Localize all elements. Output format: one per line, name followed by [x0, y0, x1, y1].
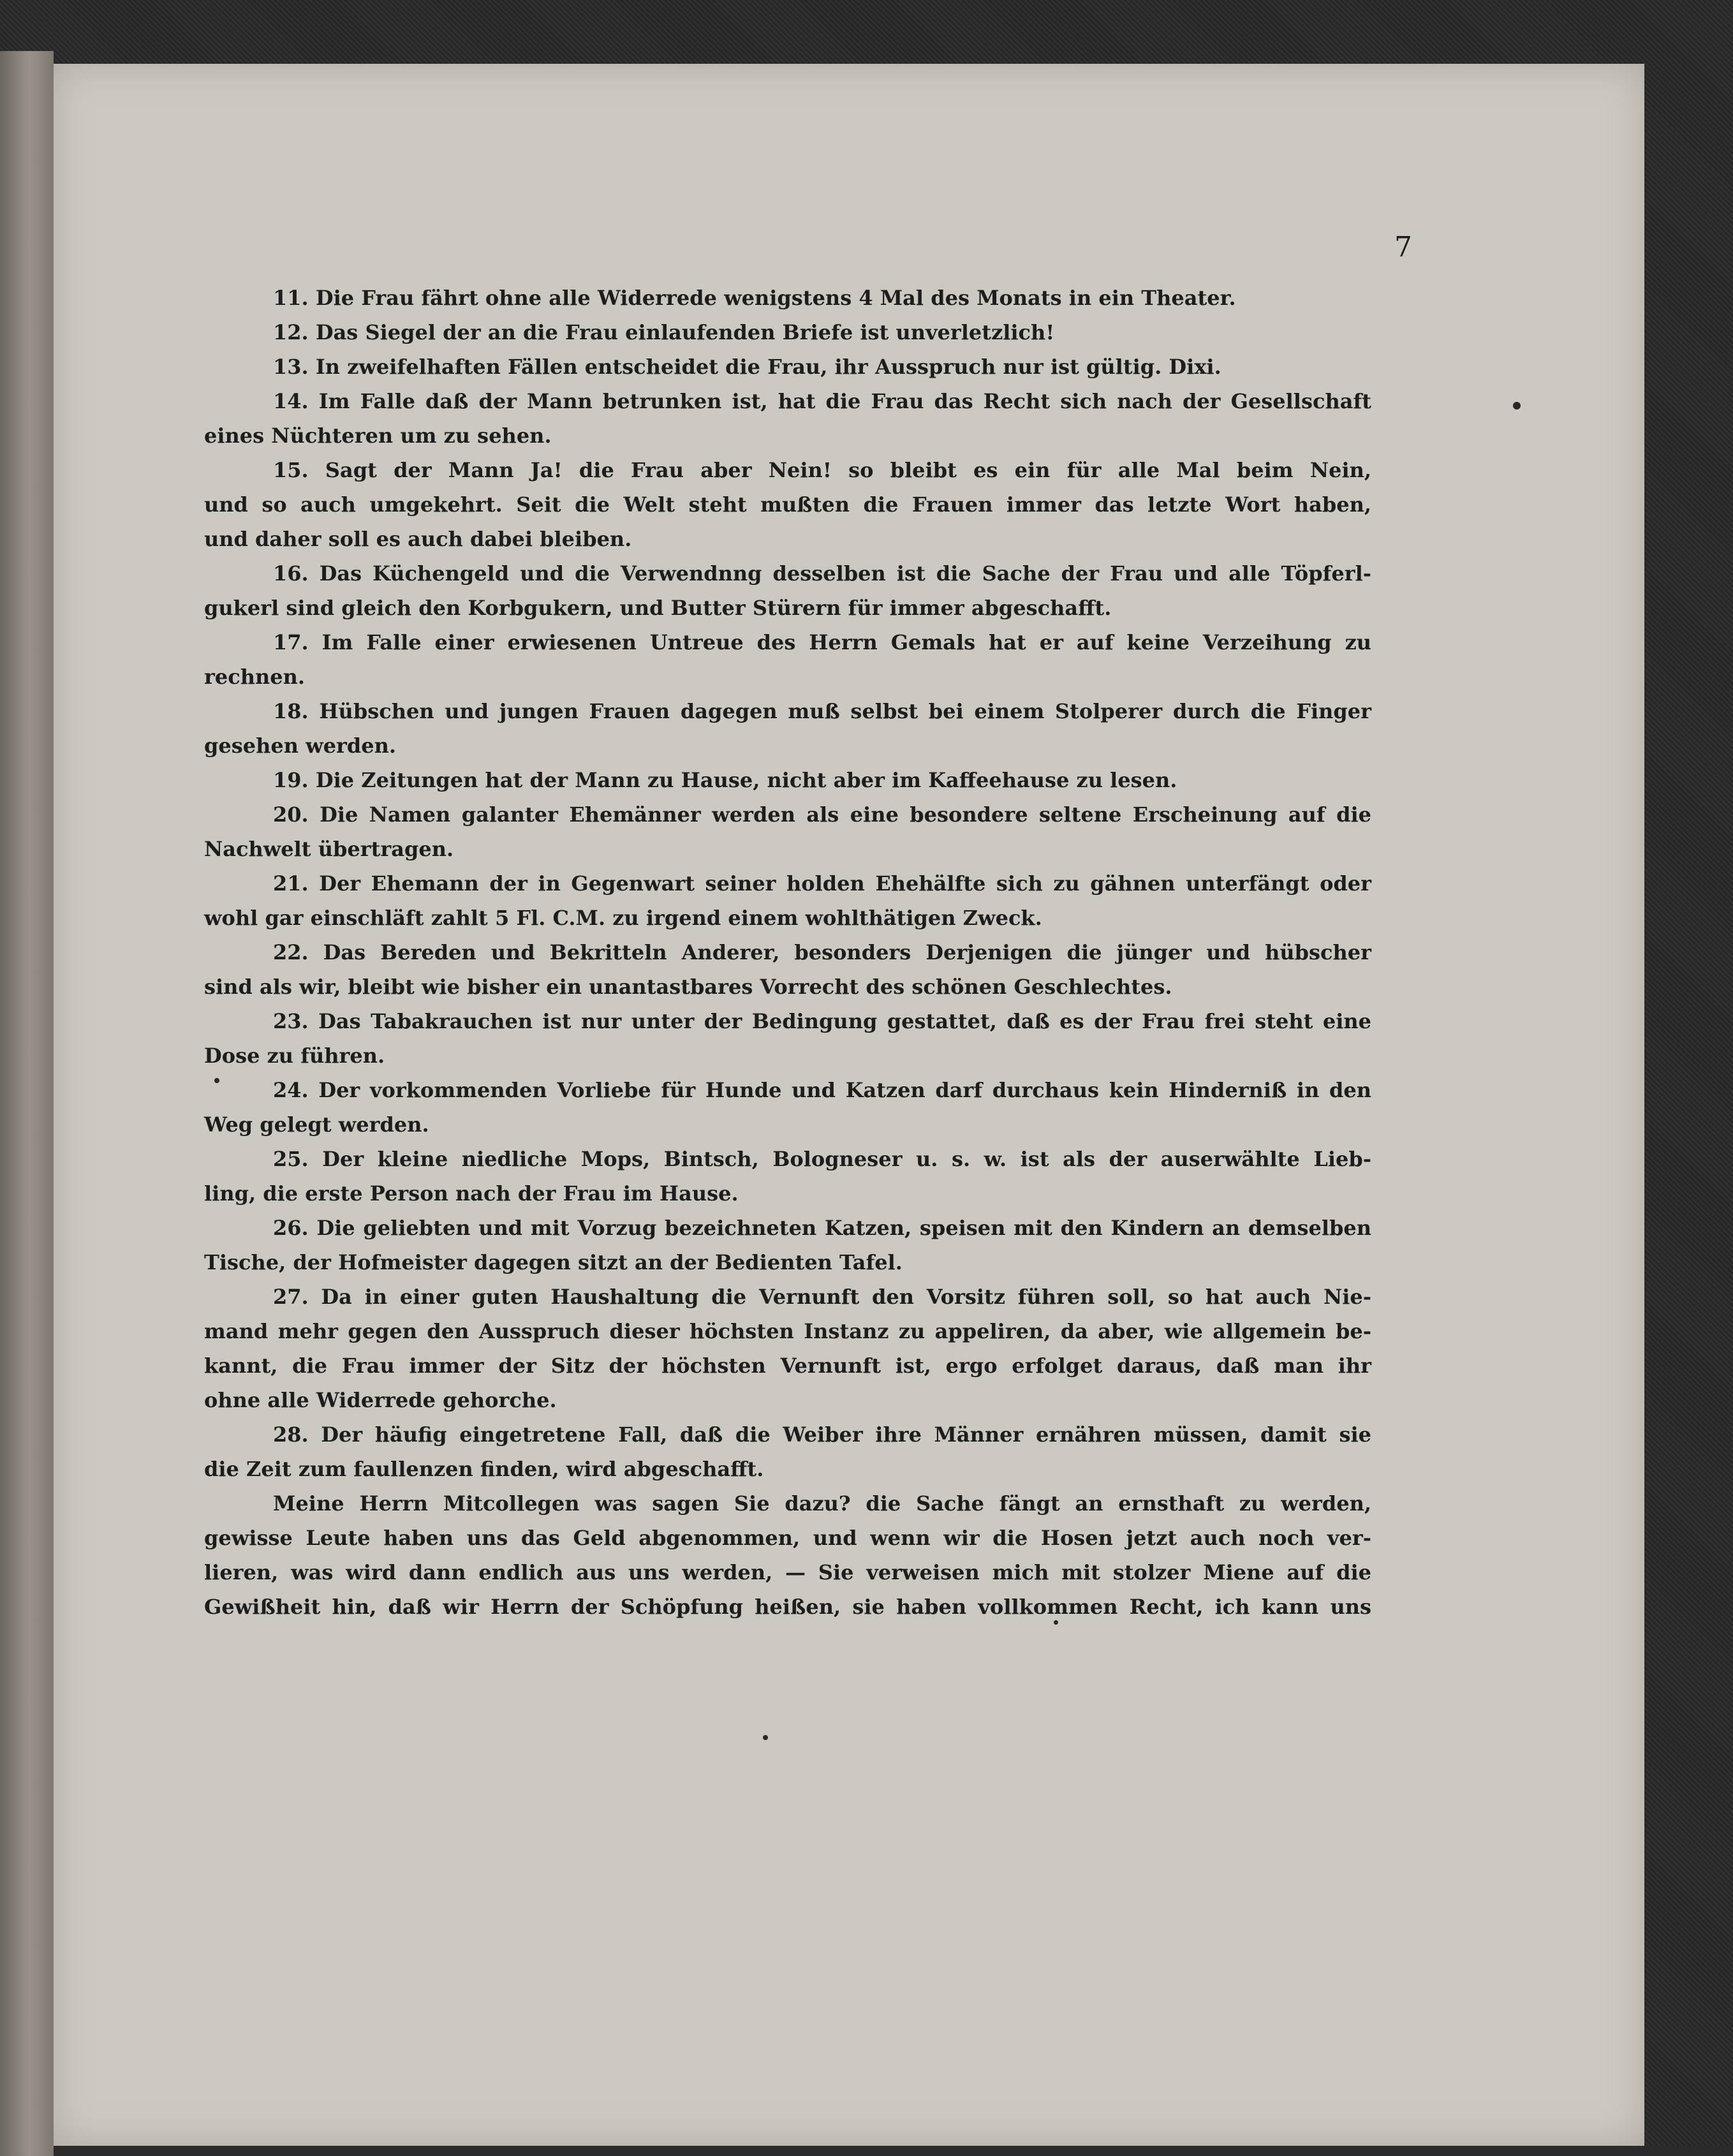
text-line: Weg gelegt werden. — [204, 1112, 429, 1137]
text-line: 13. In zweifelhaften Fällen entscheidet die Frau, ihr Ausspruch nur ist gültig. Dixi. — [273, 355, 1221, 379]
paper-speck — [763, 1735, 768, 1740]
text-line: Dose zu führen. — [204, 1044, 385, 1068]
text-line: 22. Das Bereden und Bekritteln Anderer, besonders Derjenigen die jünger und hübscher — [273, 940, 1371, 964]
text-line: 14. Im Falle daß der Mann betrunken ist, hat die Frau das Recht sich nach der Gesellschaft — [273, 389, 1371, 413]
text-line: mand mehr gegen den Ausspruch dieser höchsten Instanz zu appeliren, da aber, wie allgemein be- — [204, 1319, 1371, 1343]
text-line: eines Nüchteren um zu sehen. — [204, 424, 552, 448]
text-line: und so auch umgekehrt. Seit die Welt steht mußten die Frauen immer das letzte Wort haben, — [204, 492, 1371, 517]
text-line: Meine Herrn Mitcollegen was sagen Sie dazu? die Sache fängt an ernsthaft zu werden, — [273, 1491, 1371, 1516]
text-line: 20. Die Namen galanter Ehemänner werden als eine besondere seltene Erscheinung auf die — [273, 802, 1371, 827]
text-line: 19. Die Zeitungen hat der Mann zu Hause, nicht aber im Kaffeehause zu lesen. — [273, 768, 1177, 792]
text-line: ohne alle Widerrede gehorche. — [204, 1388, 557, 1412]
text-line: lieren, was wird dann endlich aus uns werden, — Sie verweisen mich mit stolzer Miene auf die — [204, 1560, 1371, 1584]
body-text — [204, 281, 1371, 1624]
facing-page-edge — [0, 51, 54, 2156]
text-line: kannt, die Frau immer der Sitz der höchsten Vernunft ist, ergo erfolget daraus, daß man ihr — [204, 1354, 1371, 1378]
text-line: die Zeit zum faullenzen finden, wird abgeschafft. — [204, 1457, 764, 1481]
text-line: 23. Das Tabakrauchen ist nur unter der Bedingung gestattet, daß es der Frau frei steht eine — [273, 1009, 1371, 1033]
text-line: wohl gar einschläft zahlt 5 Fl. C.M. zu irgend einem wohlthätigen Zweck. — [204, 906, 1042, 930]
text-line: 12. Das Siegel der an die Frau einlaufenden Briefe ist unverletzlich! — [273, 320, 1055, 344]
text-line: 28. Der häufig eingetretene Fall, daß die Weiber ihre Männer ernähren müssen, damit sie — [273, 1422, 1371, 1447]
text-line: Tische, der Hofmeister dagegen sitzt an der Bedienten Tafel. — [204, 1250, 903, 1274]
text-line: 24. Der vorkommenden Vorliebe für Hunde und Katzen darf durchaus kein Hinderniß in den — [273, 1078, 1371, 1102]
text-line: 17. Im Falle einer erwiesenen Untreue des Herrn Gemals hat er auf keine Verzeihung zu — [273, 630, 1371, 654]
text-line: 25. Der kleine niedliche Mops, Bintsch, Bologneser u. s. w. ist als der auserwählte Lieb- — [273, 1147, 1371, 1171]
text-line: gesehen werden. — [204, 734, 397, 758]
text-line: gewisse Leute haben uns das Geld abgenommen, und wenn wir die Hosen jetzt auch noch ver- — [204, 1526, 1371, 1550]
text-line: rechnen. — [204, 665, 305, 689]
text-line: 16. Das Küchengeld und die Verwendnng desselben ist die Sache der Frau und alle Töpferl- — [273, 561, 1371, 586]
paper-speck — [1513, 402, 1521, 410]
text-line: Gewißheit hin, daß wir Herrn der Schöpfung heißen, sie haben vollkommen Recht, ich kann uns — [204, 1595, 1371, 1619]
text-line: gukerl sind gleich den Korbgukern, und Butter Stürern für immer abgeschafft. — [204, 596, 1112, 620]
text-line: 15. Sagt der Mann Ja! die Frau aber Nein! so bleibt es ein für alle Mal beim Nein, — [273, 458, 1371, 482]
text-line: und daher soll es auch dabei bleiben. — [204, 527, 632, 551]
text-line: 11. Die Frau fährt ohne alle Widerrede wenigstens 4 Mal des Monats in ein Theater. — [273, 286, 1236, 310]
text-line: 21. Der Ehemann der in Gegenwart seiner holden Ehehälfte sich zu gähnen unterfängt oder — [273, 871, 1371, 896]
text-line: ling, die erste Person nach der Frau im Hause. — [204, 1181, 739, 1206]
text-line: Nachwelt übertragen. — [204, 837, 454, 861]
page-number: 7 — [1394, 231, 1412, 263]
text-line: 18. Hübschen und jungen Frauen dagegen muß selbst bei einem Stolperer durch die Finger — [273, 699, 1371, 723]
text-line: 27. Da in einer guten Haushaltung die Vernunft den Vorsitz führen soll, so hat auch Nie- — [273, 1285, 1371, 1309]
text-line: sind als wir, bleibt wie bisher ein unantastbares Vorrecht des schönen Geschlechtes. — [204, 975, 1172, 999]
text-line: 26. Die geliebten und mit Vorzug bezeichneten Katzen, speisen mit den Kindern an demselben — [273, 1216, 1371, 1240]
